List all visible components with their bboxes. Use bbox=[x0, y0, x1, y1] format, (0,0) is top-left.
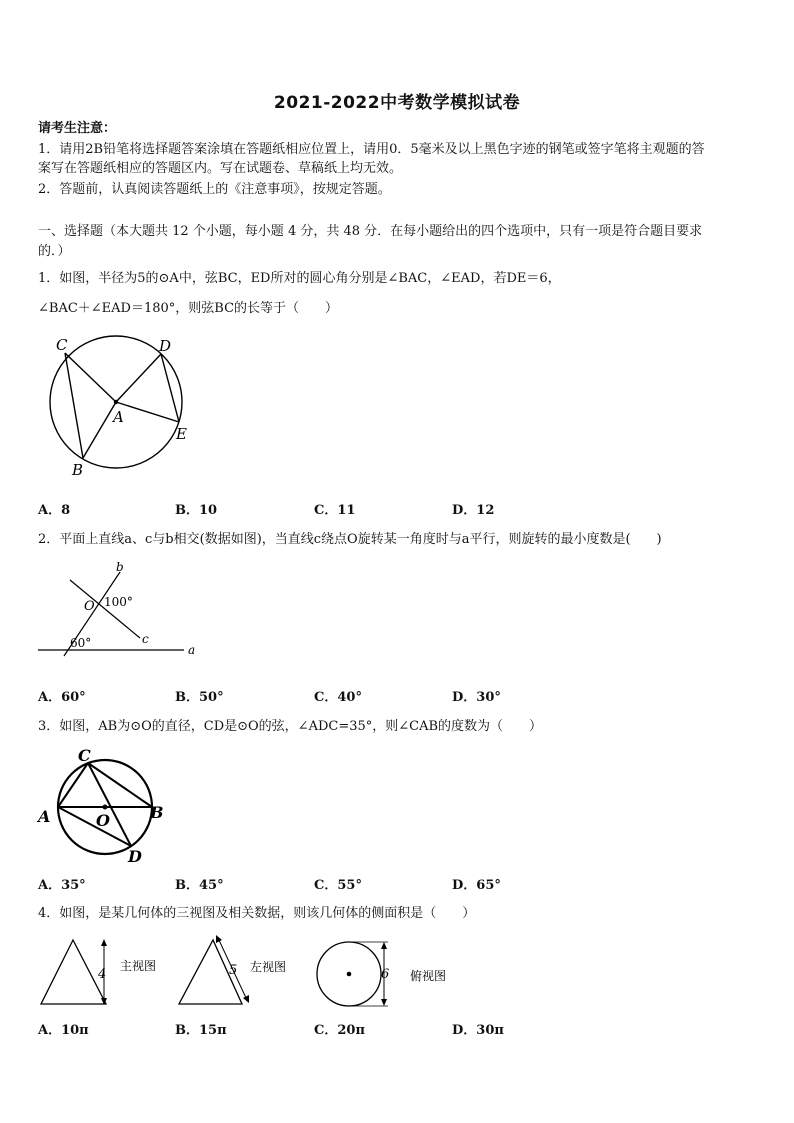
q3-label-a: A bbox=[38, 807, 51, 826]
q3-option-c[interactable]: C．55° bbox=[314, 878, 362, 893]
q4-front-view-triangle bbox=[41, 940, 106, 1004]
q1-label-e: E bbox=[176, 425, 187, 443]
q1-option-c[interactable]: C．11 bbox=[314, 503, 356, 518]
q2-figure bbox=[34, 560, 214, 660]
q4-side-arrow-head-bottom bbox=[243, 995, 249, 1003]
q4-label-5: 5 bbox=[229, 963, 238, 978]
q4-option-b[interactable]: B．15π bbox=[175, 1023, 227, 1038]
q1-figure bbox=[38, 330, 208, 480]
q1-stem-line-2: ∠BAC＋∠EAD＝180°，则弦BC的长等于（ ） bbox=[38, 301, 339, 316]
q2-option-b[interactable]: B．50° bbox=[175, 690, 224, 705]
q2-label-100: 100° bbox=[104, 595, 133, 609]
q4-option-d[interactable]: D．30π bbox=[452, 1023, 504, 1038]
notice-line-2: 2．答题前，认真阅读答题纸上的《注意事项》，按规定答题。 bbox=[38, 182, 391, 197]
q1-stem-line-1: 1．如图，半径为5的⊙A中，弦BC，ED所对的圆心角分别是∠BAC，∠EAD，若DE＝6， bbox=[38, 271, 561, 286]
q1-center-dot bbox=[114, 400, 118, 404]
q4-label-6: 6 bbox=[381, 967, 390, 982]
q3-option-a[interactable]: A．35° bbox=[38, 878, 86, 893]
q1-chord-bc bbox=[65, 353, 83, 458]
q3-label-c: C bbox=[78, 746, 91, 765]
section-heading-line-1: 一、选择题（本大题共 12 个小题，每小题 4 分，共 48 分．在每小题给出的四个选项中，只有一项是符合题目要求 bbox=[38, 224, 703, 239]
q1-label-b: B bbox=[72, 461, 84, 479]
q4-figure bbox=[36, 934, 466, 1012]
q4-label-front-view: 主视图 bbox=[120, 959, 157, 973]
q2-label-o: O bbox=[84, 599, 95, 614]
q2-stem: 2．平面上直线a、c与b相交(数据如图)，当直线c绕点O旋转某一角度时与a平行，则旋转的最小度数是( ) bbox=[38, 532, 662, 547]
q3-figure bbox=[36, 744, 176, 866]
q3-label-b: B bbox=[150, 803, 164, 822]
q2-label-60: 60° bbox=[70, 636, 92, 650]
q1-option-d[interactable]: D．12 bbox=[452, 503, 495, 518]
q3-chord-cb bbox=[88, 763, 152, 807]
notice-line-1: 1．请用2B铅笔将选择题答案涂填在答题纸相应位置上，请用0．5毫米及以上黑色字迹的钢笔或签字笔将主观题的答 bbox=[38, 142, 705, 157]
q1-segment-ae bbox=[116, 402, 179, 422]
q4-label-4: 4 bbox=[98, 967, 107, 982]
q2-label-a: a bbox=[188, 643, 196, 657]
q2-option-a[interactable]: A．60° bbox=[38, 690, 86, 705]
q1-label-a: A bbox=[113, 408, 124, 426]
q1-option-b[interactable]: B．10 bbox=[175, 503, 218, 518]
q4-option-a[interactable]: A．10π bbox=[38, 1023, 89, 1038]
q4-label-side-view: 左视图 bbox=[250, 960, 287, 974]
q4-top-view-center-dot bbox=[347, 972, 352, 977]
q3-label-o: O bbox=[96, 811, 110, 830]
q4-top-arrow-head-top bbox=[381, 942, 387, 949]
q3-label-d: D bbox=[128, 847, 142, 866]
notice-heading: 请考生注意： bbox=[38, 121, 117, 136]
notice-line-1b: 案写在答题纸相应的答题区内。写在试题卷、草稿纸上均无效。 bbox=[38, 161, 403, 176]
q4-option-c[interactable]: C．20π bbox=[314, 1023, 365, 1038]
q2-label-b: b bbox=[116, 560, 124, 574]
q2-line-c bbox=[70, 580, 140, 638]
q1-label-c: C bbox=[56, 336, 68, 354]
page-title: 2021-2022中考数学模拟试卷 bbox=[273, 93, 521, 113]
q4-side-arrow-head-top bbox=[216, 935, 222, 943]
q1-segment-ad bbox=[116, 354, 161, 402]
q1-option-a[interactable]: A．8 bbox=[38, 503, 71, 518]
q4-stem: 4．如图，是某几何体的三视图及相关数据，则该几何体的侧面积是（ ） bbox=[38, 906, 476, 921]
q4-top-arrow-head-bottom bbox=[381, 999, 387, 1006]
section-heading-line-2: 的．） bbox=[38, 244, 71, 259]
q3-stem: 3．如图，AB为⊙O的直径，CD是⊙O的弦，∠ADC=35°，则∠CAB的度数为（ ） bbox=[38, 719, 543, 734]
q3-option-d[interactable]: D．65° bbox=[452, 878, 501, 893]
q3-center-dot bbox=[103, 805, 108, 810]
q4-front-arrow-head-top bbox=[101, 939, 107, 946]
q4-label-top-view: 俯视图 bbox=[410, 969, 447, 983]
q2-option-d[interactable]: D．30° bbox=[452, 690, 501, 705]
q1-segment-ab bbox=[83, 402, 116, 458]
q2-label-c: c bbox=[142, 632, 149, 646]
q1-label-d: D bbox=[159, 337, 172, 355]
q2-option-c[interactable]: C．40° bbox=[314, 690, 362, 705]
q3-option-b[interactable]: B．45° bbox=[175, 878, 224, 893]
